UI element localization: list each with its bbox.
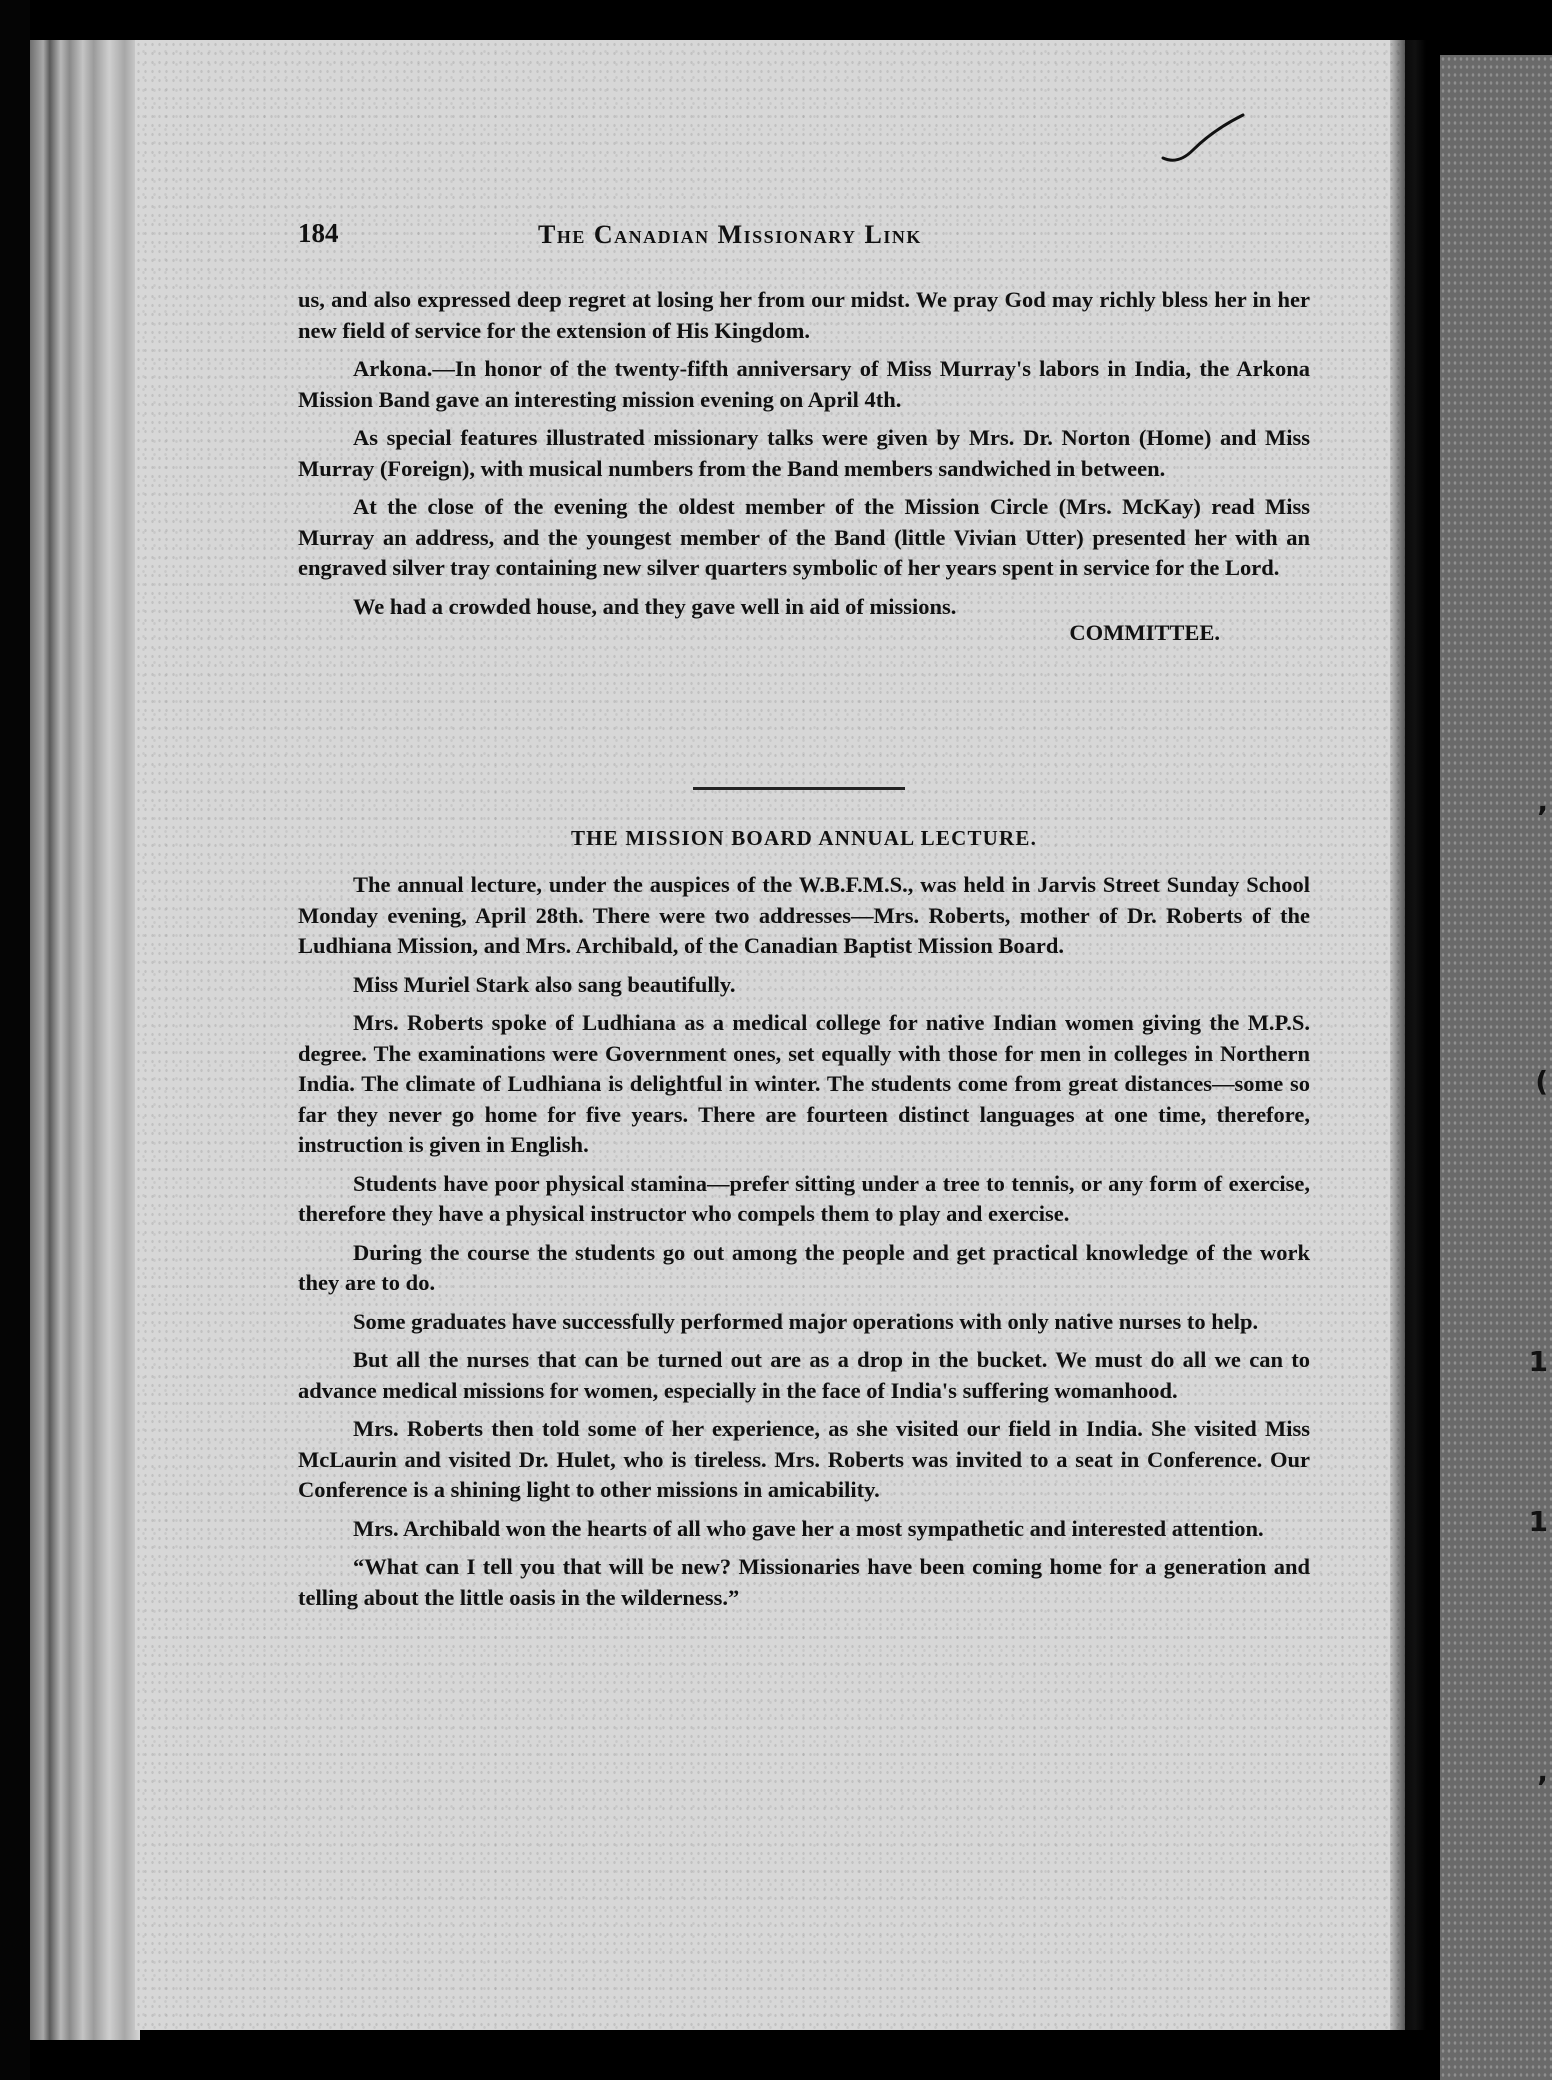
next-page-slice — [1440, 55, 1552, 2080]
next-page-fragment: , — [1537, 785, 1548, 818]
paragraph: As special features illustrated missionary talks were given by Mrs. Dr. Norton (Home) and Miss Murray (Foreign), with musical numbers from the Band members sandwiched in between. — [298, 425, 1310, 481]
paragraph: We had a crowded house, and they gave well in aid of missions. — [353, 593, 957, 619]
paragraph: During the course the students go out among the people and get practical knowledge of the work they are to do. — [298, 1239, 1310, 1295]
section-heading: THE MISSION BOARD ANNUAL LECTURE. — [570, 826, 1038, 850]
scanner-edge-left — [0, 0, 30, 2080]
paragraph: Mrs. Roberts spoke of Ludhiana as a medical college for native Indian women giving the M.P.S. degree. The examinations were Government ones, set equally with those for men in colleges in Northern India. The climate of Ludhiana is delightful in winter. The students come from great distances—some so far they never go home for five years. There are fourteen distinct languages at one time, therefore, instruction is given in English. — [298, 1010, 1310, 1157]
article-continuation — [298, 285, 1310, 649]
next-page-fragment: 1 — [1528, 1505, 1548, 1538]
paragraph: Miss Muriel Stark also sang beautifully. — [353, 971, 736, 997]
paragraph — [298, 354, 1310, 415]
next-page-fragment: , — [1537, 1755, 1548, 1788]
next-page-fragment: 1 — [1528, 1345, 1548, 1378]
paragraph: Some graduates have successfully performed major operations with only native nurses to help. — [353, 1308, 1259, 1334]
paragraph-text: —In honor of the twenty-fifth anniversary of Miss Murray's labors in India, the Arkona Mission Band gave an interesting mission evening on April 4th. — [298, 356, 1310, 412]
page-number: 184 — [298, 218, 339, 248]
pencil-check-mark — [1158, 110, 1248, 170]
paragraph: At the close of the evening the oldest member of the Mission Circle (Mrs. McKay) read Miss Murray an address, and the youngest member of the Band (little Vivian Utter) presented her with an engraved silver tray containing new silver quarters symbolic of her years spent in service for the Lord. — [298, 494, 1310, 580]
running-title: The Canadian Missionary Link — [538, 220, 922, 249]
paragraph: “What can I tell you that will be new? Missionaries have been coming home for a generation and telling about the little oasis in the wilderness.” — [298, 1554, 1310, 1610]
paragraph: But all the nurses that can be turned out are as a drop in the bucket. We must do all we can to advance medical missions for women, especially in the face of India's suffering womanhood. — [298, 1347, 1310, 1403]
page-header — [298, 218, 1310, 252]
signature: COMMITTEE. — [1069, 620, 1220, 645]
paragraph: Mrs. Roberts then told some of her experience, as she visited our field in India. She visited Miss McLaurin and visited Dr. Hulet, who is tireless. Mrs. Roberts was invited to a seat in Conference. Our Conference is a shining light to other missions in amicability. — [298, 1416, 1310, 1502]
gutter-shadow — [1390, 40, 1426, 2030]
paragraph: Mrs. Archibald won the hearts of all who gave her a most sympathetic and interested attention. — [353, 1515, 1264, 1541]
paragraph: The annual lecture, under the auspices of the W.B.F.M.S., was held in Jarvis Street Sunday School Monday evening, April 28th. There were two addresses—Mrs. Roberts, mother of Dr. Roberts of the Ludhiana Mission, and Mrs. Archibald, of the Canadian Baptist Mission Board. — [298, 872, 1310, 958]
lecture-article — [298, 870, 1310, 1621]
section-divider — [693, 787, 905, 790]
next-page-fragment: ( — [1535, 1065, 1548, 1098]
paragraph: us, and also expressed deep regret at losing her from our midst. We pray God may richly bless her in her new field of service for the extension of His Kingdom. — [298, 287, 1310, 343]
page-stack-edges — [30, 40, 140, 2040]
paragraph: Students have poor physical stamina—prefer sitting under a tree to tennis, or any form of exercise, therefore they have a physical instructor who compels them to play and exercise. — [298, 1170, 1310, 1226]
run-in-heading: Arkona. — [353, 356, 433, 381]
